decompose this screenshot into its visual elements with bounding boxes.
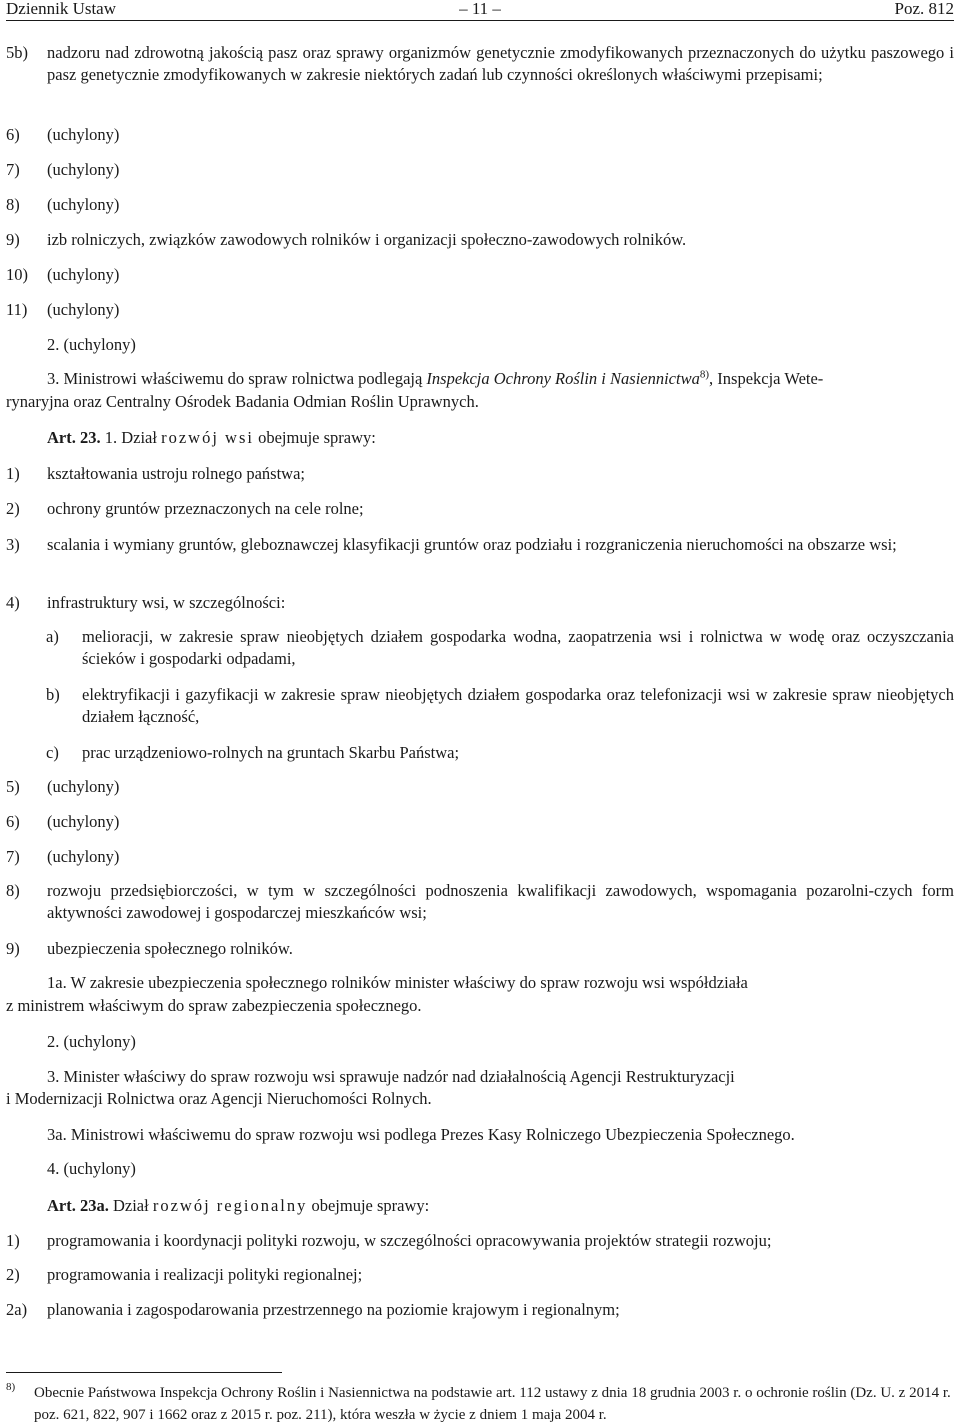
art23-item-7: 7) (uchylony) xyxy=(6,847,120,866)
paragraph-4: 4. (uchylony) xyxy=(47,1159,136,1178)
footnote-divider xyxy=(6,1372,282,1373)
article-label: Art. 23. xyxy=(47,428,101,447)
paragraph-1a-cont: z ministrem właściwym do spraw zabezpieczenia społecznego. xyxy=(6,996,422,1015)
list-item-10: 10) (uchylony) xyxy=(6,265,120,284)
department-name: rozwój wsi xyxy=(161,428,254,447)
art23-item-6: 6) (uchylony) xyxy=(6,812,120,831)
paragraph-2: 2. (uchylony) xyxy=(47,335,136,354)
page-header xyxy=(6,0,954,21)
footnote xyxy=(6,1382,954,1426)
list-item-8: 8) (uchylony) xyxy=(6,195,120,214)
art23-subitem-a: a) melioracji, w zakresie spraw nieobjętych działem gospodarka wodna, zaopatrzenia wsi i rolnictwa w wodę oraz oczyszczania ścieków i gospodarki odpadami, xyxy=(46,627,954,668)
art23-subitem-b: b) elektryfikacji i gazyfikacji w zakresie spraw nieobjętych działem gospodarka oraz telefonizacji wsi w zakresie spraw nieobjętych działem łączność, xyxy=(46,685,954,726)
art23a-item-2a: 2a) planowania i zagospodarowania przestrzennego na poziomie krajowym i regionalnym; xyxy=(6,1300,620,1319)
article-23a-heading: Art. 23a. Dział rozwój regionalny obejmuje sprawy: xyxy=(47,1196,430,1215)
art23-item-4: 4) infrastruktury wsi, w szczególności: xyxy=(6,593,286,612)
art23-item-9: 9) ubezpieczenia społecznego rolników. xyxy=(6,939,293,958)
paragraph-2b: 2. (uchylony) xyxy=(47,1032,136,1051)
art23-item-1: 1) kształtowania ustroju rolnego państwa; xyxy=(6,464,305,483)
footnote-text: Obecnie Państwowa Inspekcja Ochrony Roślin i Nasiennictwa na podstawie art. 112 ustawy z dnia 18 grudnia 2003 r. o ochronie roślin (Dz. U. z 2014 r. poz. 621, 822, 907 i 1662 oraz z 2015 r. poz. 211), która weszła w życie z dniem 1 maja 2004 r. xyxy=(34,1385,951,1423)
list-item-11: 11) (uchylony) xyxy=(6,300,120,319)
paragraph-3b-cont: i Modernizacji Rolnictwa oraz Agencji Nieruchomości Rolnych. xyxy=(6,1089,432,1108)
paragraph-3-cont: rynaryjna oraz Centralny Ośrodek Badania Odmian Roślin Uprawnych. xyxy=(6,392,479,411)
art23-item-3: 3) scalania i wymiany gruntów, gleboznawczej klasyfikacji gruntów oraz podziału i rozgraniczenia nieruchomości na obszarze wsi; xyxy=(6,535,897,554)
position-number: Poz. 812 xyxy=(894,0,954,18)
footnote-number: 8) xyxy=(6,1381,16,1393)
art23-item-5: 5) (uchylony) xyxy=(6,777,120,796)
paragraph-3b: 3. Minister właściwy do spraw rozwoju wsi sprawuje nadzór nad działalnością Agencji Restrukturyzacji xyxy=(47,1067,735,1086)
paragraph-3: 3. Ministrowi właściwemu do spraw rolnictwa podlegają Inspekcja Ochrony Roślin i Nasiennictwa$^{8)}$, Inspekcja Wete- xyxy=(47,368,824,388)
department-name: rozwój regionalny xyxy=(152,1196,308,1215)
art23a-item-1: 1) programowania i koordynacji polityki rozwoju, w szczególności opracowywania projektów strategii rozwoju; xyxy=(6,1231,772,1250)
list-item-7: 7) (uchylony) xyxy=(6,160,120,179)
journal-title: Dziennik Ustaw xyxy=(6,0,117,18)
paragraph-3a: 3a. Ministrowi właściwemu do spraw rozwoju wsi podlega Prezes Kasy Rolniczego Ubezpieczenia Społecznego. xyxy=(47,1125,795,1144)
list-item-5b: 5b) nadzoru nad zdrowotną jakością pasz oraz sprawy organizmów genetycznie zmodyfikowanych przeznaczonych do użytku paszowego i pasz genetycznie zmodyfikowanych w zakresie niektórych zadań lub czynności określonych właściwymi przepisami; xyxy=(6,43,954,84)
footnote-ref: 8) xyxy=(699,368,710,381)
list-item-9: 9) izb rolniczych, związków zawodowych rolników i organizacji społeczno-zawodowych rolników. xyxy=(6,230,687,249)
article-23-heading: Art. 23. 1. Dział rozwój wsi obejmuje sprawy: xyxy=(47,428,376,447)
article-label: Art. 23a. xyxy=(47,1196,109,1215)
art23-item-8: 8) rozwoju przedsiębiorczości, w tym w szczególności podnoszenia kwalifikacji zawodowych, wspomagania pozarolni-czych form aktywności zawodowej i gospodarczej mieszkańców wsi; xyxy=(6,881,954,922)
art23-subitem-c: c) prac urządzeniowo-rolnych na gruntach Skarbu Państwa; xyxy=(46,743,460,762)
page-number: – 11 – xyxy=(459,0,501,18)
paragraph-1a: 1a. W zakresie ubezpieczenia społecznego rolników minister właściwy do spraw rozwoju wsi współdziała xyxy=(47,973,748,992)
art23-item-2: 2) ochrony gruntów przeznaczonych na cele rolne; xyxy=(6,499,364,518)
inspection-name: Inspekcja Ochrony Roślin i Nasiennictwa xyxy=(426,369,700,388)
art23a-item-2: 2) programowania i realizacji polityki regionalnej; xyxy=(6,1265,363,1284)
list-item-6: 6) (uchylony) xyxy=(6,125,120,144)
